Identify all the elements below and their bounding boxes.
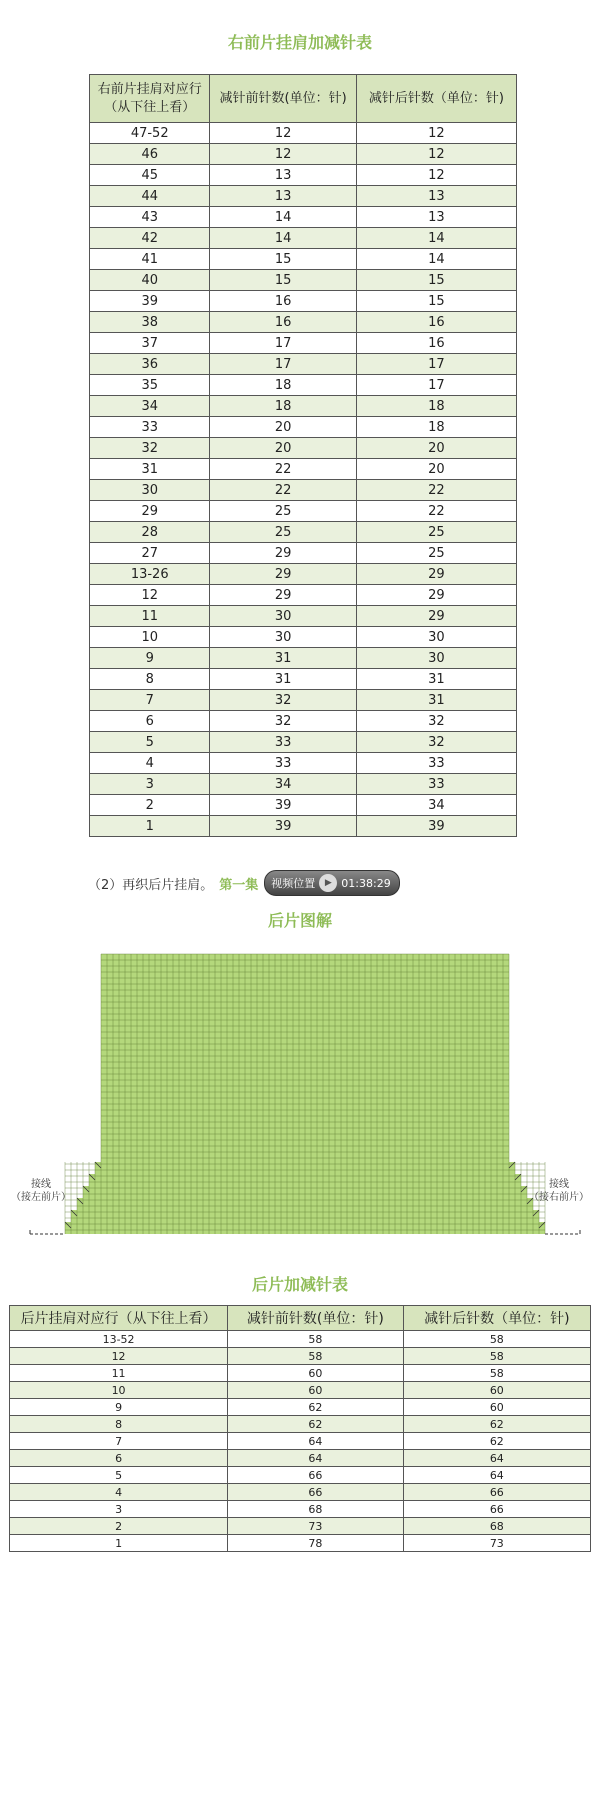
right-armhole-step [509,1216,539,1222]
row-number-cell: 37 [90,333,210,354]
after-count-cell: 58 [403,1365,590,1382]
table-row [10,1535,591,1552]
table-row [90,270,517,291]
after-count-cell: 25 [356,522,516,543]
after-count-cell: 31 [356,669,516,690]
before-count-cell: 25 [210,501,356,522]
table-row [90,144,517,165]
table-row [10,1467,591,1484]
row-number-cell: 1 [90,816,210,837]
before-count-cell: 66 [228,1467,403,1484]
front-armhole-table [89,74,517,837]
row-number-cell: 2 [10,1518,228,1535]
after-count-cell: 32 [356,732,516,753]
table-row [90,207,517,228]
after-count-cell: 12 [356,123,516,144]
table-row [90,438,517,459]
after-count-cell: 16 [356,333,516,354]
row-number-cell: 4 [90,753,210,774]
table-row [90,669,517,690]
row-number-cell: 32 [90,438,210,459]
row-number-cell: 1 [10,1535,228,1552]
table-row [10,1416,591,1433]
after-count-cell: 30 [356,627,516,648]
episode-label: 第一集 [219,877,259,893]
left-join-label: 接线 （接左前片） [11,1179,71,1203]
table-row [10,1501,591,1518]
after-count-cell: 66 [403,1484,590,1501]
after-count-cell: 33 [356,753,516,774]
back-armhole-table [9,1305,591,1552]
row-number-cell: 42 [90,228,210,249]
before-count-cell: 64 [228,1433,403,1450]
left-armhole-step [95,1168,101,1174]
table-row [90,165,517,186]
table-row [90,606,517,627]
row-number-cell: 11 [90,606,210,627]
table-row [90,753,517,774]
right-join-label: 接线 （接右前片） [529,1179,589,1203]
table-row [10,1365,591,1382]
row-number-cell: 28 [90,522,210,543]
table-row [90,249,517,270]
before-count-cell: 13 [210,186,356,207]
after-count-cell: 17 [356,354,516,375]
row-number-cell: 2 [90,795,210,816]
table-row [90,186,517,207]
table-row [90,396,517,417]
before-count-cell: 34 [210,774,356,795]
left-armhole-step [71,1216,101,1222]
before-count-cell: 32 [210,690,356,711]
after-count-cell: 15 [356,291,516,312]
after-count-cell: 60 [403,1382,590,1399]
row-number-cell: 7 [90,690,210,711]
table-row [90,648,517,669]
row-number-cell: 3 [10,1501,228,1518]
table-row [90,228,517,249]
table-row [10,1399,591,1416]
after-count-cell: 13 [356,207,516,228]
col-header-row: 后片挂肩对应行（从下往上看） [10,1306,228,1331]
row-number-cell: 4 [10,1484,228,1501]
before-count-cell: 29 [210,543,356,564]
row-number-cell: 9 [90,648,210,669]
video-timestamp: 01:38:29 [341,876,391,890]
before-count-cell: 33 [210,753,356,774]
before-count-cell: 62 [228,1399,403,1416]
table-row [90,354,517,375]
table-row [90,375,517,396]
row-number-cell: 27 [90,543,210,564]
row-number-cell: 35 [90,375,210,396]
col-header-before: 减针前针数(单位：针) [210,75,356,123]
row-number-cell: 40 [90,270,210,291]
row-number-cell: 10 [90,627,210,648]
table-row [90,417,517,438]
video-position-label: 视频位置 [271,877,316,890]
before-count-cell: 39 [210,795,356,816]
after-count-cell: 14 [356,228,516,249]
before-count-cell: 22 [210,480,356,501]
row-number-cell: 3 [90,774,210,795]
after-count-cell: 66 [403,1501,590,1518]
table-row [10,1450,591,1467]
row-number-cell: 5 [90,732,210,753]
after-count-cell: 22 [356,480,516,501]
col-header-after: 减针后针数（单位：针) [403,1306,590,1331]
before-count-cell: 12 [210,144,356,165]
before-count-cell: 62 [228,1416,403,1433]
row-number-cell: 45 [90,165,210,186]
col-header-after: 减针后针数（单位：针) [356,75,516,123]
before-count-cell: 20 [210,438,356,459]
before-count-cell: 17 [210,333,356,354]
after-count-cell: 64 [403,1450,590,1467]
before-count-cell: 31 [210,648,356,669]
before-count-cell: 17 [210,354,356,375]
after-count-cell: 12 [356,165,516,186]
left-armhole-step [83,1192,101,1198]
col-header-before: 减针前针数(单位：针) [228,1306,403,1331]
after-count-cell: 73 [403,1535,590,1552]
before-count-cell: 20 [210,417,356,438]
table-row [90,312,517,333]
before-count-cell: 60 [228,1382,403,1399]
after-count-cell: 12 [356,144,516,165]
before-count-cell: 73 [228,1518,403,1535]
after-count-cell: 39 [356,816,516,837]
after-count-cell: 32 [356,711,516,732]
after-count-cell: 20 [356,438,516,459]
after-count-cell: 64 [403,1467,590,1484]
table-row [90,795,517,816]
row-number-cell: 38 [90,312,210,333]
table-row [90,543,517,564]
row-number-cell: 30 [90,480,210,501]
row-number-cell: 10 [10,1382,228,1399]
knitting-chart [0,938,600,1238]
row-number-cell: 11 [10,1365,228,1382]
after-count-cell: 29 [356,585,516,606]
row-number-cell: 6 [90,711,210,732]
table-row [10,1484,591,1501]
row-number-cell: 29 [90,501,210,522]
note-text: （2）再织后片挂肩。 [88,877,214,893]
after-count-cell: 60 [403,1399,590,1416]
table-row [10,1382,591,1399]
left-armhole-step [71,1210,101,1216]
back-piece-diagram [0,938,600,1238]
right-armhole-step [509,1168,515,1174]
table-row [90,774,517,795]
before-count-cell: 18 [210,375,356,396]
table-row [90,123,517,144]
after-count-cell: 30 [356,648,516,669]
before-count-cell: 15 [210,249,356,270]
table-row [90,585,517,606]
table-row [90,732,517,753]
col-header-row: 右前片挂肩对应行（从下往上看） [90,75,210,123]
back-table-title: 后片加减针表 [251,1275,348,1294]
before-count-cell: 58 [228,1331,403,1348]
row-number-cell: 41 [90,249,210,270]
before-count-cell: 58 [228,1348,403,1365]
after-count-cell: 58 [403,1348,590,1365]
before-count-cell: 78 [228,1535,403,1552]
after-count-cell: 29 [356,564,516,585]
after-count-cell: 25 [356,543,516,564]
before-count-cell: 30 [210,627,356,648]
video-position-button[interactable] [264,870,399,896]
after-count-cell: 29 [356,606,516,627]
table-row [90,501,517,522]
play-icon: ▶ [319,874,337,892]
before-count-cell: 15 [210,270,356,291]
row-number-cell: 13-26 [90,564,210,585]
row-number-cell: 46 [90,144,210,165]
table-row [90,291,517,312]
after-count-cell: 34 [356,795,516,816]
row-number-cell: 7 [10,1433,228,1450]
row-number-cell: 34 [90,396,210,417]
row-number-cell: 13-52 [10,1331,228,1348]
table-row [10,1518,591,1535]
after-count-cell: 58 [403,1331,590,1348]
table-row [90,816,517,837]
table-row [10,1331,591,1348]
before-count-cell: 31 [210,669,356,690]
before-count-cell: 13 [210,165,356,186]
before-count-cell: 32 [210,711,356,732]
before-count-cell: 12 [210,123,356,144]
table-row [90,333,517,354]
before-count-cell: 25 [210,522,356,543]
after-count-cell: 22 [356,501,516,522]
before-count-cell: 33 [210,732,356,753]
after-count-cell: 62 [403,1433,590,1450]
before-count-cell: 16 [210,291,356,312]
before-count-cell: 68 [228,1501,403,1518]
table-row [90,480,517,501]
table-row [90,459,517,480]
after-count-cell: 17 [356,375,516,396]
before-count-cell: 60 [228,1365,403,1382]
table-row [90,627,517,648]
table-row [10,1348,591,1365]
before-count-cell: 14 [210,207,356,228]
after-count-cell: 31 [356,690,516,711]
row-number-cell: 47-52 [90,123,210,144]
before-count-cell: 64 [228,1450,403,1467]
table-row [90,711,517,732]
before-count-cell: 29 [210,564,356,585]
before-count-cell: 16 [210,312,356,333]
table-row [10,1433,591,1450]
after-count-cell: 15 [356,270,516,291]
before-count-cell: 22 [210,459,356,480]
after-count-cell: 18 [356,417,516,438]
row-number-cell: 43 [90,207,210,228]
after-count-cell: 62 [403,1416,590,1433]
row-number-cell: 9 [10,1399,228,1416]
instruction-note [88,870,400,896]
row-number-cell: 36 [90,354,210,375]
before-count-cell: 18 [210,396,356,417]
row-number-cell: 12 [90,585,210,606]
row-number-cell: 6 [10,1450,228,1467]
row-number-cell: 39 [90,291,210,312]
table-row [90,522,517,543]
table-row [90,564,517,585]
row-number-cell: 5 [10,1467,228,1484]
after-count-cell: 16 [356,312,516,333]
table-row [90,690,517,711]
row-number-cell: 8 [10,1416,228,1433]
row-number-cell: 31 [90,459,210,480]
before-count-cell: 14 [210,228,356,249]
after-count-cell: 20 [356,459,516,480]
row-number-cell: 33 [90,417,210,438]
after-count-cell: 33 [356,774,516,795]
after-count-cell: 13 [356,186,516,207]
row-number-cell: 12 [10,1348,228,1365]
after-count-cell: 14 [356,249,516,270]
right-armhole-step [509,1210,539,1216]
after-count-cell: 18 [356,396,516,417]
before-count-cell: 66 [228,1484,403,1501]
before-count-cell: 39 [210,816,356,837]
diagram-title: 后片图解 [267,911,332,930]
after-count-cell: 68 [403,1518,590,1535]
before-count-cell: 30 [210,606,356,627]
front-table-title: 右前片挂肩加减针表 [227,33,372,52]
before-count-cell: 29 [210,585,356,606]
row-number-cell: 8 [90,669,210,690]
row-number-cell: 44 [90,186,210,207]
